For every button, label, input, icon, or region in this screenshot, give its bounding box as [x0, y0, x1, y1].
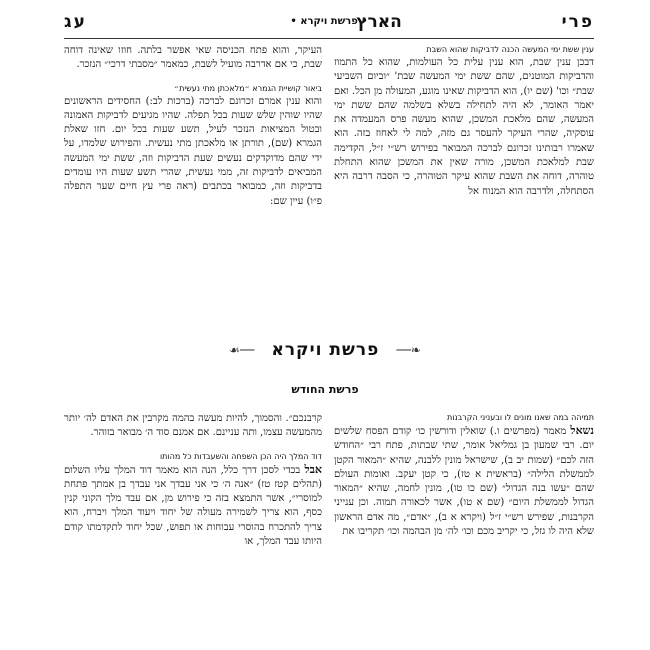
running-title-word: הארץ: [356, 12, 402, 32]
body-text: מאמר (מפרשים ו.) שואלין ודורשין כו׳ קודם הפסח שלשים יום. רבי שמעון בן גמליאל אומר, שתי שבתות, פתח רבי ״החודש הזה לכם״ (שמות יב ב), שישראל מונין ללבנה, שהיא ״המאור הקטן לממשלת הלילה״ (בראשית א טז), כי קטן יעקב. ואומות העולם שהם ״עשו בנה הגדול״ (שם כו טו), מונין לחמה, שהיא ״המאור הגדול לממשלת היום״ (שם א טו), אשר לכאורה תמוה. וכן ענייני הקרבנות, שפירש רש״י ז״ל (ויקרא א ב), ״אדם״, מה אדם הראשון שלא היה לו גזל, כי יקריב מכם וכו׳ לה׳ מן הבהמה וכו׳ תקריבו את: [334, 426, 594, 538]
side-caption: דוד המלך היה הכן השפחה והשעבדות כל מהותו: [159, 451, 322, 461]
book-title: פרי: [561, 12, 594, 32]
side-caption: ענין ששת ימי המעשה הכנה לדביקות שהוא השבת: [426, 45, 594, 54]
side-caption: ביאור קושיית הגמרא ״מלאכתן מתי נעשית״: [173, 83, 322, 93]
body-text: קרבנכם״. והסמוך, להיות מעשה בהמה מקרבין את האדם לה׳ יותר מהמעשה עצמו, ותה עניינם. אם אמנם סוד ה׳ מבואר בזוהר.: [64, 413, 322, 439]
subsection-title: פרשת החודש: [291, 383, 359, 396]
parasha-title: פרשת ויקרא: [271, 339, 380, 360]
side-caption: תמיהה במה שאנו מונים לו ובעניני הקרבנות: [447, 413, 594, 422]
running-header: [64, 12, 594, 34]
parasha-header-label: • פרשת ויקרא •: [290, 16, 368, 27]
body-text: בכדי לסכן דרך כלל, הנה הוא מאמר דוד המלך עליו השלום (תהלים קטז טז) ״אנה ה׳ כי אני עבדך אני עבדך בן אמתך פתחת למוסרי״, אשר התמצא בזה כי פירוש מן, אם עבד מלך הקוני קנין כסף, הוא צריך לשמירה מעולה של יחוד ויעוד המלך ויברח, הוא צריך להתכרח בהוסרי עבוחות או תפוש, שכל יחוד לתקדמתו קודם היותו עבד המלך, או: [64, 464, 322, 548]
body-text: העיקר, והוא פתח הכניסה שאי אפשר בלתה. חוזו שאינה דוחה שבת, כי אם אדרבה מועיל לשבת, כמאמר ״מסבתי דרכי״ הנזכר.: [64, 45, 322, 71]
page-number: עג: [64, 12, 87, 32]
ornament-icon: ❧──: [396, 342, 421, 357]
opening-word: אבל: [304, 462, 322, 476]
top-right-column: [334, 44, 594, 330]
top-left-column: [64, 44, 322, 330]
ornament-icon: ──☙: [229, 342, 255, 357]
opening-word: נשאל: [570, 424, 594, 437]
body-text: והוא ענין אמרם זכרונם לברכה (ברכות לב:) החסידים הראשונים שהיו שוהין שלש שעות בכל תפלה. שהיו מגיעים לדביקות האמונה ובטול המציאות הנזכר לעיל, תשע שעות בכל יום. חזו שאלת הגמרא (שם), תורתן או מלאכתן מתי נעשית. והפירוש שלמדו, על ידי שהם מדוקדקים נעשים שעת הדביקות וזה, ששת ימי המעשה המביאים לדביקות זה, ממי נעשית, שהרי תשע שעות היו עומדים בדביקות וזה, כמבואר בכתבים (ראה פרי עץ חיים שער התפלה פ״ו) עיין שם:: [64, 95, 322, 207]
bottom-left-column: [64, 412, 322, 644]
parasha-heading: [0, 339, 650, 363]
bottom-right-column: [334, 412, 594, 644]
header-rule: [64, 38, 594, 39]
body-text: דבכן ענין שבת, הוא ענין עלית כל העולמות, שהוא כל התמוז והדביקות המוטנים, שהם ששת ימי המעשה שבת' ״וביום השביעי שבת״ וכו' (שם יו), הוא הדביקות שאינו מוגע, המעולה מן הכל. ואם יאמר האומר, לא היה לתחילה בשלא בשלמה שהם ששת ימי המעשה, שהם מלאכת המשכן, שהוא מעשה פרס המעמדה את עוסקיה, שהרי העיקר להעסר גם מזה, למה לי לאחוז בזה. הוא שאמרו רבותינו זכרונם לברכה המבואר בפירוש רש״י ז״ל, הקדימה שבת למלאכת המשכן, מורה שאין את המשכן שהוא התחלת טוהרה, דוחה את השבת שהוא עיקר הטוהרה, כי הסבה דרבה היא הסתחלה, ולדרבה הוא המנוח אל: [334, 57, 594, 197]
